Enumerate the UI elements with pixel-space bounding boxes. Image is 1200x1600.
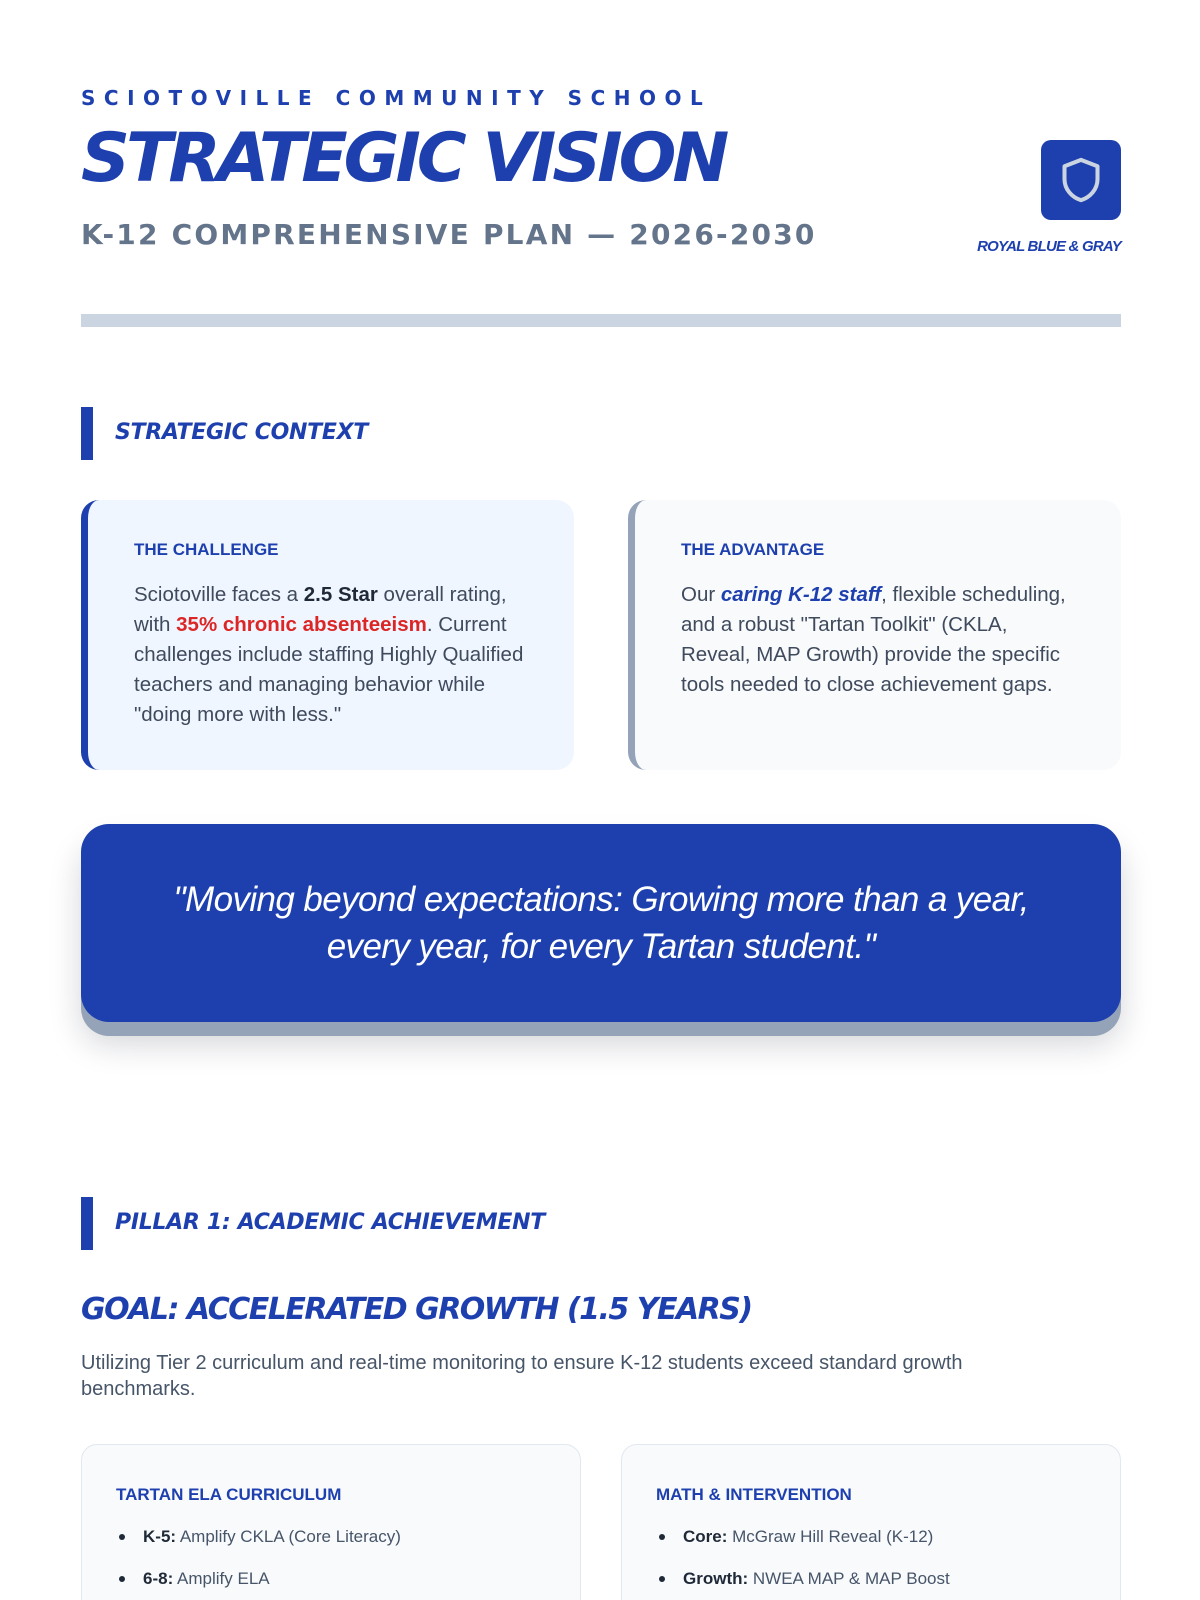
list-item: 6-8: Amplify ELA: [116, 1569, 546, 1589]
section-title: STRATEGIC CONTEXT: [115, 420, 368, 445]
vision-quote: [81, 824, 1121, 1022]
list-item: Core: McGraw Hill Reveal (K-12): [656, 1527, 1086, 1547]
card-body: Sciotoville faces a 2.5 Star overall rating, with 35% chronic absenteeism. Current challenges include staffing Highly Qualified teachers and managing behavior while "doing more with less.": [134, 583, 524, 726]
star-rating: 2.5 Star: [303, 583, 378, 606]
shield-icon: [1059, 156, 1103, 204]
header-divider: [81, 314, 1121, 327]
card-body: Our caring K-12 staff, flexible scheduling, and a robust "Tartan Toolkit" (CKLA, Reveal, MAP Growth) provide the specific tools needed to close achievement gaps.: [681, 583, 1066, 696]
school-name: SCIOTOVILLE COMMUNITY SCHOOL: [81, 86, 712, 110]
ela-curriculum-card: [81, 1444, 581, 1600]
staff-highlight: caring K-12 staff: [720, 583, 882, 606]
card-title: THE CHALLENGE: [134, 540, 279, 559]
advantage-card: [628, 500, 1121, 770]
section-title: PILLAR 1: ACADEMIC ACHIEVEMENT: [115, 1210, 545, 1235]
goal-description: Utilizing Tier 2 curriculum and real-time monitoring to ensure K-12 students exceed standard growth benchmarks.: [81, 1352, 963, 1400]
curriculum-list: [116, 1527, 546, 1589]
list-item: K-5: Amplify CKLA (Core Literacy): [116, 1527, 546, 1547]
page-title: STRATEGIC VISION: [81, 119, 726, 198]
card-title: TARTAN ELA CURRICULUM: [116, 1485, 342, 1504]
math-intervention-card: [621, 1444, 1121, 1600]
card-title: MATH & INTERVENTION: [656, 1485, 852, 1504]
page-subtitle: K-12 COMPREHENSIVE PLAN — 2026-2030: [81, 218, 817, 251]
goal-heading: GOAL: ACCELERATED GROWTH (1.5 YEARS): [81, 1292, 752, 1327]
section-pillar-1: [81, 1197, 781, 1250]
school-badge: [1041, 140, 1121, 220]
challenge-card: [81, 500, 574, 770]
absenteeism-stat: 35% chronic absenteeism: [176, 613, 427, 636]
quote-text: "Moving beyond expectations: Growing more than a year, every year, for every Tartan student.": [173, 880, 1029, 966]
badge-caption: ROYAL BLUE & GRAY: [977, 238, 1121, 255]
section-accent-bar: [81, 407, 93, 460]
section-accent-bar: [81, 1197, 93, 1250]
card-title: THE ADVANTAGE: [681, 540, 825, 559]
page-header: [81, 80, 1121, 280]
intervention-list: [656, 1527, 1086, 1589]
list-item: Growth: NWEA MAP & MAP Boost: [656, 1569, 1086, 1589]
section-strategic-context: [81, 407, 781, 460]
